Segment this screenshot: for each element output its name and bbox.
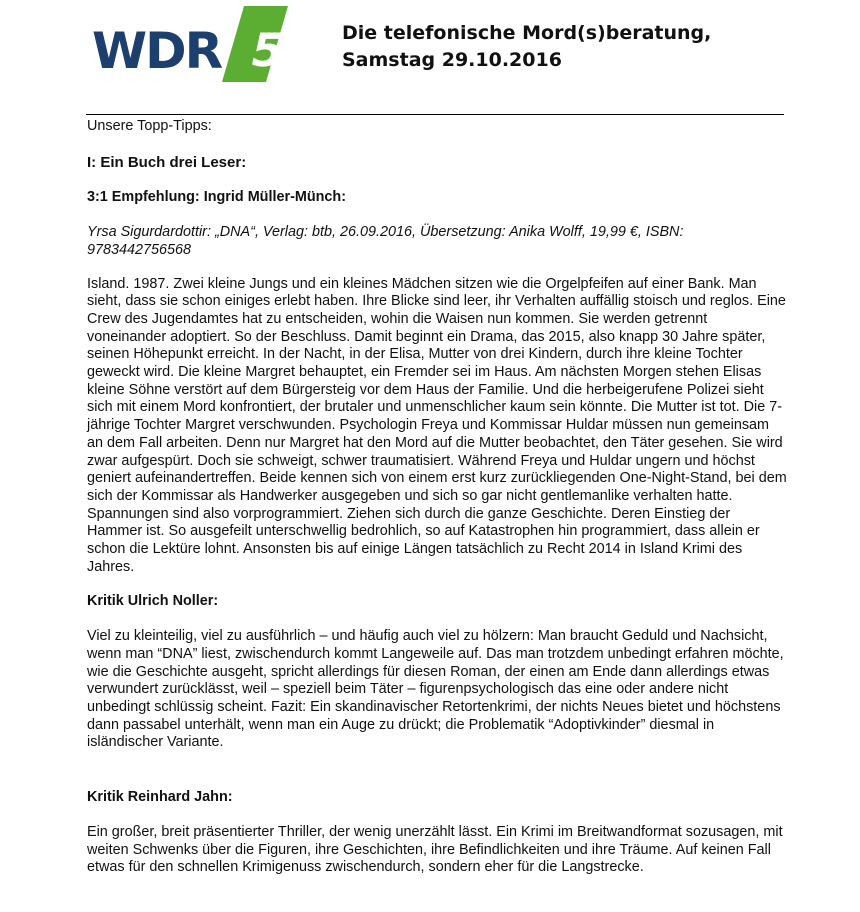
document-title [342,20,711,74]
document-header [92,6,792,86]
svg-text:WDR: WDR [92,22,222,80]
critic2-text: Ein großer, breit präsentierter Thriller, der wenig unerzählt lässt. Ein Krimi im Breitwandformat sozusagen, mit weiten Schwenks über die Figuren, ihre Geschichten, ihre Befindlichkeiten und ihre Träume. Auf keinen Fall etwas für den schnellen Krimigenuss zwischendurch, sondern eher für die Langstrecke. [87,823,783,876]
title-line-2: Samstag 29.10.2016 [342,49,562,71]
critic1-text: Viel zu kleinteilig, viel zu ausführlich – und häufig auch viel zu hölzern: Man braucht Geduld und Nachsicht, wenn man “DNA” liest, zwischendurch kommt Langeweile auf. Das man trotzdem unbedingt erfahren möchte, wie die Geschichte ausgeht, spricht allerdings für diesen Roman, der einen am Ende dann allerdings etwas verwundert zurücklässt, weil – speziell beim Täter – figurenpsychologisch das eine oder andere nicht unbedingt schlüssig scheint. Fazit: Ein skandinavischer Retortenkrimi, der nichts Neues bietet und höchstens dann passabel unterhält, wenn man ein Auge zu drückt; die Problematik “Adoptivkinder” diesmal in isländischer Variante. [87,628,784,751]
title-line-1: Die telefonische Mord(s)beratung, [342,22,712,44]
recommendation-text: Island. 1987. Zwei kleine Jungs und ein kleines Mädchen sitzen wie die Orgelpfeifen auf einer Bank. Man sieht, dass sie schon einiges erlebt haben. Ihre Blicke sind leer, ihr Verhalten auffällig stoisch und reglos. Eine Crew des Jugendamtes hat zu entscheiden, wohin die Waisen nun kommen. Sie werden getrennt voneinander adoptiert. So der Beschluss. Damit beginnt ein Drama, das 2015, also knapp 30 Jahre später, seinen Höhepunkt erreicht. In der Nacht, in der Elisa, Mutter von drei Kindern, durch ihre kleine Tochter geweckt wird. Die kleine Margret behauptet, ein Fremder sei im Haus. Am nächsten Morgen stehen Elisas kleine Söhne verstört auf dem Bürgersteig vor dem Haus der Familie. Und die herbeigerufene Polizei sieht sich mit einem Mord konfrontiert, der brutaler und unmenschlicher kaum sein könnte. Die Mutter ist tot. Die 7-jährige Tochter Margret verschwunden. Psychologin Freya und Kommissar Huldar müssen nun gemeinsam an dem Fall arbeiten. Denn nur Margret hat den Mord auf die Mutter beobachtet, den Täter gesehen. Sie wird zwar aufgespürt. Doch sie schweigt, schwer traumatisiert. Während Freya und Huldar ungern und höchst geniert aufeinandertreffen. Beide kennen sich von einem erst kurz zurückliegenden One-Night-Stand, bei dem sich der Kommissar als Handwerker ausgegeben und sich so gar nicht gentlemanlike verhalten hatte. Spannungen sind also vorprogrammiert. Ziehen sich durch die ganze Geschichte. Deren Einstieg der Hammer ist. So ausgefeilt unterschwellig bedrohlich, so auf Katastrophen hin programmiert, dass allein er schon die Lektüre lohnt. Ansonsten bis auf einige Längen tatsächlich zu Recht 2014 in Island Krimi des Jahres. [87,275,787,575]
wdr5-logo [92,6,292,86]
critic1-heading: Kritik Ulrich Noller: [87,593,219,610]
recommendation-heading: 3:1 Empfehlung: Ingrid Müller-Münch: [87,189,347,206]
book-reference: Yrsa Sigurdardottir: „DNA“, Verlag: btb, 26.09.2016, Übersetzung: Anika Wolff, 19,99 €, ISBN: 9783442756568 [87,224,684,258]
svg-text:5: 5 [245,23,290,77]
critic2-heading: Kritik Reinhard Jahn: [87,789,233,806]
section-title: I: Ein Buch drei Leser: [87,153,247,171]
document-body [87,118,787,877]
header-divider [86,114,784,115]
intro-text: Unsere Topp-Tipps: [87,118,212,134]
